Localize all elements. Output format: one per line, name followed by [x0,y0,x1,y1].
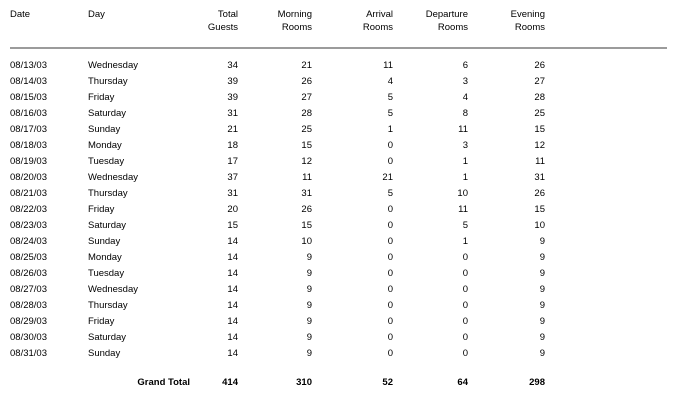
table-row [10,122,667,138]
cell-total-guests: 17 [227,156,238,167]
grand-total-evening-rooms: 298 [529,377,545,388]
column-header-total-guests [190,8,238,48]
cell-evening-rooms: 9 [539,284,545,295]
occupancy-table [10,8,667,391]
table-row [10,48,667,74]
cell-evening-rooms: 12 [534,140,545,151]
cell-arrival-rooms: 0 [387,156,393,167]
cell-day: Tuesday [88,156,125,167]
cell-arrival-rooms: 1 [387,124,393,135]
cell-departure-rooms: 10 [457,188,468,199]
cell-filler [545,282,667,298]
cell-filler [545,170,667,186]
cell-date: 08/26/03 [10,268,47,279]
cell-departure-rooms: 0 [462,252,468,263]
cell-arrival-rooms: 0 [387,220,393,231]
cell-departure-rooms: 4 [462,92,468,103]
cell-departure-rooms: 5 [462,220,468,231]
column-header-line1: Total [217,9,238,20]
cell-arrival-rooms: 0 [387,236,393,247]
cell-filler [545,314,667,330]
cell-total-guests: 14 [227,332,238,343]
cell-total-guests: 39 [227,76,238,87]
cell-day: Tuesday [88,268,125,279]
cell-day: Wednesday [88,60,138,71]
column-header-line1: Morning [277,9,312,20]
cell-total-guests: 34 [227,60,238,71]
cell-evening-rooms: 9 [539,348,545,359]
cell-arrival-rooms: 0 [387,332,393,343]
column-header-line1: Arrival [366,9,393,20]
cell-filler [545,138,667,154]
column-header-line2: Rooms [437,22,468,33]
table-header-row [10,8,667,48]
table-row [10,346,667,362]
table-row [10,298,667,314]
column-header-line1: Evening [510,9,545,20]
cell-evening-rooms: 15 [534,124,545,135]
cell-evening-rooms: 9 [539,268,545,279]
cell-departure-rooms: 3 [462,76,468,87]
cell-morning-rooms: 9 [306,300,312,311]
cell-departure-rooms: 0 [462,316,468,327]
cell-date: 08/30/03 [10,332,47,343]
table-header [10,8,667,48]
cell-arrival-rooms: 5 [387,188,393,199]
cell-departure-rooms: 6 [462,60,468,71]
cell-morning-rooms: 15 [301,220,312,231]
cell-total-guests: 21 [227,124,238,135]
grand-total-spacer [10,362,88,391]
column-header-line2: Rooms [281,22,312,33]
cell-filler [545,346,667,362]
cell-evening-rooms: 15 [534,204,545,215]
column-header-line1: Day [88,9,105,20]
table-row [10,90,667,106]
cell-morning-rooms: 26 [301,76,312,87]
cell-date: 08/15/03 [10,92,47,103]
cell-day: Friday [88,92,115,103]
table-row [10,106,667,122]
cell-date: 08/20/03 [10,172,47,183]
cell-morning-rooms: 9 [306,348,312,359]
cell-arrival-rooms: 21 [382,172,393,183]
cell-arrival-rooms: 5 [387,92,393,103]
cell-date: 08/17/03 [10,124,47,135]
cell-morning-rooms: 9 [306,252,312,263]
cell-filler [545,106,667,122]
cell-evening-rooms: 9 [539,300,545,311]
column-header-line1: Departure [425,9,468,20]
cell-evening-rooms: 26 [534,188,545,199]
grand-total-filler [545,362,667,391]
cell-morning-rooms: 9 [306,268,312,279]
cell-departure-rooms: 1 [462,236,468,247]
cell-total-guests: 31 [227,108,238,119]
cell-morning-rooms: 12 [301,156,312,167]
cell-total-guests: 39 [227,92,238,103]
cell-morning-rooms: 9 [306,284,312,295]
cell-date: 08/22/03 [10,204,47,215]
cell-day: Sunday [88,124,121,135]
cell-evening-rooms: 11 [535,156,545,167]
cell-day: Saturday [88,220,127,231]
cell-arrival-rooms: 0 [387,348,393,359]
cell-filler [545,48,667,74]
table-footer [10,362,667,391]
column-header-line2: Rooms [362,22,393,33]
cell-morning-rooms: 28 [301,108,312,119]
cell-filler [545,154,667,170]
cell-evening-rooms: 26 [534,60,545,71]
cell-day: Saturday [88,108,127,119]
grand-total-departure-rooms: 64 [457,377,468,388]
cell-day: Thursday [88,188,128,199]
cell-total-guests: 14 [227,348,238,359]
cell-day: Monday [88,252,122,263]
cell-arrival-rooms: 0 [387,204,393,215]
cell-day: Friday [88,316,115,327]
cell-total-guests: 14 [227,300,238,311]
cell-evening-rooms: 25 [534,108,545,119]
table-row [10,234,667,250]
cell-day: Sunday [88,348,121,359]
column-header-departure-rooms [393,8,468,48]
cell-total-guests: 14 [227,236,238,247]
cell-day: Monday [88,140,122,151]
cell-arrival-rooms: 4 [387,76,393,87]
cell-total-guests: 18 [227,140,238,151]
cell-evening-rooms: 28 [534,92,545,103]
table-row [10,138,667,154]
cell-filler [545,122,667,138]
cell-arrival-rooms: 11 [383,60,393,71]
cell-morning-rooms: 15 [301,140,312,151]
cell-departure-rooms: 1 [462,156,468,167]
cell-arrival-rooms: 0 [387,316,393,327]
column-header-day [88,8,190,48]
cell-morning-rooms: 21 [301,60,312,71]
cell-date: 08/31/03 [10,348,47,359]
cell-day: Wednesday [88,284,138,295]
cell-departure-rooms: 0 [462,284,468,295]
table-row [10,218,667,234]
cell-day: Wednesday [88,172,138,183]
cell-filler [545,90,667,106]
cell-day: Thursday [88,300,128,311]
cell-filler [545,298,667,314]
cell-date: 08/24/03 [10,236,47,247]
cell-filler [545,186,667,202]
table-row [10,250,667,266]
cell-arrival-rooms: 0 [387,140,393,151]
cell-filler [545,218,667,234]
cell-date: 08/14/03 [10,76,47,87]
column-header-filler [545,8,667,48]
cell-evening-rooms: 9 [539,236,545,247]
cell-departure-rooms: 8 [462,108,468,119]
cell-morning-rooms: 9 [306,316,312,327]
table-row [10,74,667,90]
cell-filler [545,202,667,218]
cell-arrival-rooms: 0 [387,268,393,279]
grand-total-label: Grand Total [137,377,190,388]
cell-total-guests: 14 [227,316,238,327]
table-row [10,154,667,170]
cell-total-guests: 14 [227,252,238,263]
cell-evening-rooms: 27 [534,76,545,87]
column-header-line2: Guests [207,22,238,33]
cell-evening-rooms: 9 [539,316,545,327]
cell-date: 08/18/03 [10,140,47,151]
cell-day: Saturday [88,332,127,343]
cell-departure-rooms: 3 [462,140,468,151]
grand-total-morning-rooms: 310 [296,377,312,388]
cell-date: 08/25/03 [10,252,47,263]
cell-arrival-rooms: 0 [387,252,393,263]
grand-total-row [10,362,667,391]
cell-evening-rooms: 10 [534,220,545,231]
cell-total-guests: 20 [227,204,238,215]
table-row [10,266,667,282]
grand-total-total-guests: 414 [222,377,238,388]
cell-morning-rooms: 25 [301,124,312,135]
cell-morning-rooms: 9 [306,332,312,343]
cell-morning-rooms: 10 [301,236,312,247]
cell-day: Friday [88,204,115,215]
cell-date: 08/28/03 [10,300,47,311]
column-header-line2: Rooms [514,22,545,33]
cell-departure-rooms: 0 [462,268,468,279]
cell-total-guests: 31 [227,188,238,199]
cell-date: 08/21/03 [10,188,47,199]
cell-departure-rooms: 0 [462,348,468,359]
column-header-morning-rooms [238,8,312,48]
cell-departure-rooms: 0 [462,332,468,343]
cell-evening-rooms: 31 [534,172,545,183]
cell-total-guests: 37 [227,172,238,183]
cell-total-guests: 15 [227,220,238,231]
column-header-date [10,8,88,48]
table-body [10,48,667,362]
cell-departure-rooms: 11 [458,204,468,215]
cell-filler [545,250,667,266]
cell-date: 08/16/03 [10,108,47,119]
column-header-arrival-rooms [312,8,393,48]
cell-morning-rooms: 27 [301,92,312,103]
cell-morning-rooms: 11 [302,172,312,183]
cell-date: 08/13/03 [10,60,47,71]
cell-filler [545,234,667,250]
column-header-evening-rooms [468,8,545,48]
grand-total-arrival-rooms: 52 [382,377,393,388]
cell-departure-rooms: 1 [462,172,468,183]
cell-date: 08/23/03 [10,220,47,231]
table-row [10,202,667,218]
cell-date: 08/19/03 [10,156,47,167]
cell-total-guests: 14 [227,284,238,295]
cell-evening-rooms: 9 [539,252,545,263]
table-row [10,314,667,330]
table-row [10,330,667,346]
cell-evening-rooms: 9 [539,332,545,343]
cell-date: 08/27/03 [10,284,47,295]
cell-day: Thursday [88,76,128,87]
cell-arrival-rooms: 0 [387,284,393,295]
cell-morning-rooms: 31 [301,188,312,199]
table-row [10,282,667,298]
cell-filler [545,330,667,346]
cell-arrival-rooms: 0 [387,300,393,311]
cell-filler [545,74,667,90]
table-row [10,186,667,202]
table-row [10,170,667,186]
cell-arrival-rooms: 5 [387,108,393,119]
column-header-line1: Date [10,9,31,20]
cell-filler [545,266,667,282]
cell-date: 08/29/03 [10,316,47,327]
cell-total-guests: 14 [227,268,238,279]
cell-departure-rooms: 11 [458,124,468,135]
cell-morning-rooms: 26 [301,204,312,215]
cell-day: Sunday [88,236,121,247]
cell-departure-rooms: 0 [462,300,468,311]
